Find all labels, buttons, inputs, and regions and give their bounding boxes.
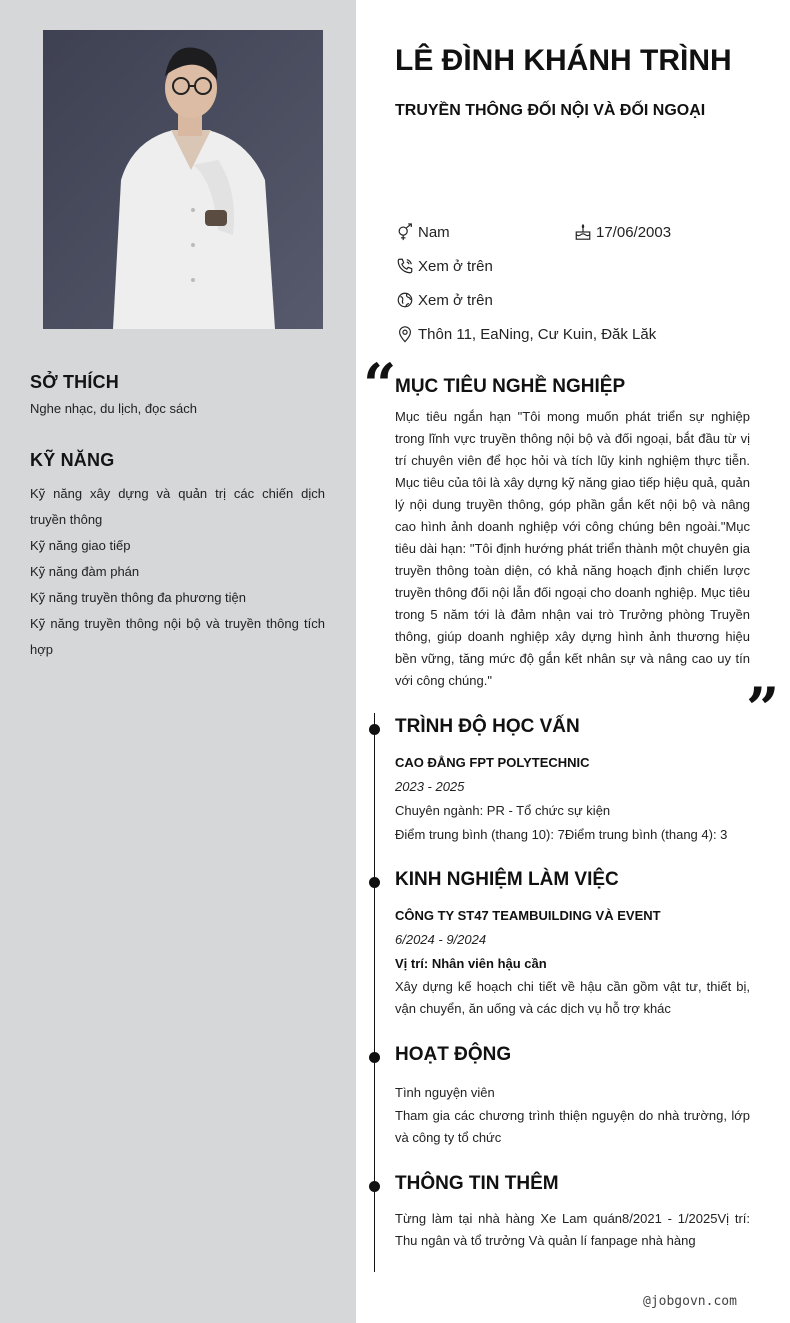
skill-item: Kỹ năng xây dựng và quản trị các chiến dịch truyền thông (30, 486, 325, 527)
experience-period: 6/2024 - 9/2024 (395, 932, 487, 947)
skill-item: Kỹ năng đàm phán (30, 564, 140, 579)
skills-section (30, 450, 325, 663)
skill-item: Kỹ năng truyền thông nội bộ và truyền thông tích hợp (30, 616, 325, 657)
sidebar (0, 0, 356, 1323)
address-value: Thôn 11, EaNing, Cư Kuin, Đăk Lăk (418, 325, 657, 343)
skills-list (30, 481, 325, 663)
education-gpa: Điểm trung bình (thang 10): 7Điểm trung bình (thang 4): 3 (395, 827, 728, 842)
timeline-dot (369, 877, 380, 888)
skill-item: Kỹ năng truyền thông đa phương tiện (30, 590, 246, 605)
phone-value: Xem ở trên (418, 257, 493, 275)
experience-description: Xây dựng kế hoạch chi tiết về hậu cần gồm vật tư, thiết bị, vận chuyển, ăn uống và các dịch vụ hỗ trợ khác (395, 979, 750, 1016)
profile-photo (43, 30, 323, 329)
quote-close-icon: ” (746, 675, 780, 743)
quote-open-icon: “ (363, 351, 397, 419)
additional-entry (395, 1208, 750, 1252)
activities-entry (395, 1081, 750, 1149)
location-pin-icon (395, 324, 415, 344)
hobbies-section (30, 372, 325, 419)
experience-position: Vị trí: Nhân viên hậu cần (395, 956, 547, 971)
globe-icon (395, 290, 415, 310)
website-row (395, 289, 493, 311)
additional-title: THÔNG TIN THÊM (395, 1173, 559, 1194)
education-title: TRÌNH ĐỘ HỌC VẤN (395, 716, 580, 737)
skill-item: Kỹ năng giao tiếp (30, 538, 131, 553)
watermark: @jobgovn.com (643, 1294, 737, 1309)
additional-text: Từng làm tại nhà hàng Xe Lam quán8/2021 - 1/2025Vị trí: Thu ngân và tổ trưởng Và quản lí fanpage nhà hàng (395, 1211, 750, 1248)
hobbies-text: Nghe nhạc, du lịch, đọc sách (30, 401, 197, 416)
company-name: CÔNG TY ST47 TEAMBUILDING VÀ EVENT (395, 908, 661, 923)
phone-row (395, 255, 493, 277)
objective-title: MỤC TIÊU NGHỀ NGHIỆP (395, 376, 626, 397)
experience-title: KINH NGHIỆM LÀM VIỆC (395, 869, 619, 890)
activities-title: HOẠT ĐỘNG (395, 1044, 512, 1065)
gender-value: Nam (418, 223, 450, 241)
website-value: Xem ở trên (418, 291, 493, 309)
birthday-value: 17/06/2003 (596, 223, 672, 241)
education-period: 2023 - 2025 (395, 779, 465, 794)
education-major: Chuyên ngành: PR - Tổ chức sự kiện (395, 803, 611, 818)
objective-text: Mục tiêu ngắn hạn "Tôi mong muốn phát triển sự nghiệp trong lĩnh vực truyền thông nội bộ và đối ngoại, bắt đầu từ vị trí chuyên viên để học hỏi và tích lũy kinh nghiệm thực tiễn. Mục tiêu của tôi là xây dựng kỹ năng giao tiếp hiệu quả, quản lý nội dung truyền thông, góp phần gắn kết nội bộ và nâng cao hình ảnh doanh nghiệp với công chúng bên ngoài."Mục tiêu dài hạn: "Tôi định hướng phát triển thành một chuyên gia truyền thông toàn diện, có khả năng hoạch định chiến lược truyền thông đối nội lẫn đối ngoại cho doanh nghiệp. Mục tiêu trong 5 năm tới là đảm nhận vai trò Trưởng phòng Truyền thông, giúp doanh nghiệp xây dựng hình ảnh thương hiệu bền vững, tăng mức độ gắn kết nhân sự và nâng cao uy tín với công chúng." (395, 409, 750, 688)
activity-description: Tham gia các chương trình thiện nguyện do nhà trường, lớp và công ty tổ chức (395, 1108, 750, 1145)
experience-entry (395, 906, 750, 1020)
timeline-dot (369, 724, 380, 735)
cake-icon (573, 222, 593, 242)
address-row (395, 323, 656, 345)
education-entry (395, 753, 750, 847)
timeline-dot (369, 1052, 380, 1063)
timeline-dot (369, 1181, 380, 1192)
gender-row (395, 221, 450, 243)
skills-title: KỸ NĂNG (30, 450, 115, 470)
hobbies-title: SỞ THÍCH (30, 372, 119, 392)
candidate-name: LÊ ĐÌNH KHÁNH TRÌNH (395, 44, 732, 77)
school-name: CAO ĐẲNG FPT POLYTECHNIC (395, 755, 590, 770)
gender-icon (395, 222, 415, 242)
candidate-role: TRUYỀN THÔNG ĐỐI NỘI VÀ ĐỐI NGOẠI (395, 102, 706, 119)
phone-icon (395, 256, 415, 276)
activity-name: Tình nguyện viên (395, 1085, 495, 1100)
birthday-row (573, 221, 671, 243)
